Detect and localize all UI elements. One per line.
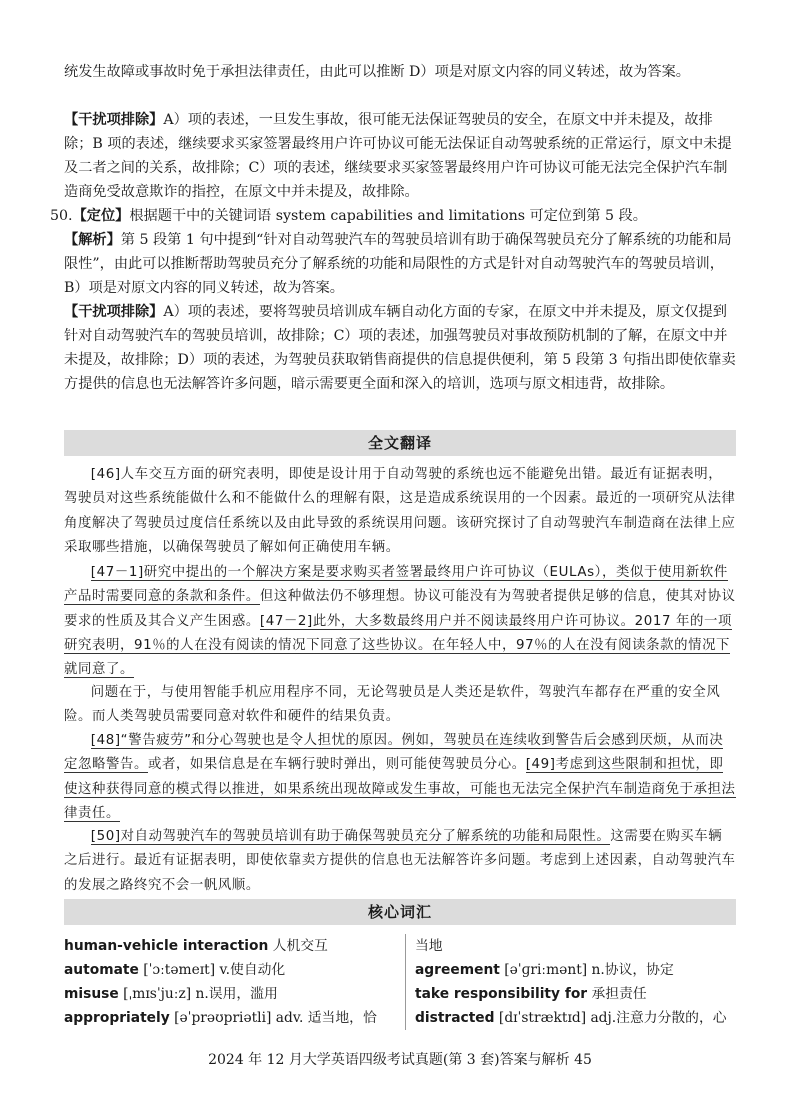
question-50-locate <box>50 204 736 228</box>
translation-paragraph-3 <box>64 681 736 730</box>
highlighted-sentence: [50]对自动驾驶汽车的驾驶员培训有助于确保驾驶员充分了解系统的功能和局限性。 <box>90 829 611 844</box>
translation-paragraph-5 <box>64 825 736 898</box>
distractor-text: A）项的表述，一旦发生事故，很可能无法保证驾驶员的安全，在原文中并未提及，故排除；B 项的表述，继续要求买家签署最终用户许可协议可能无法保证自动驾驶系统的正常运行，原文中未提及二者之间的关系，故排除；C）项的表述，继续要求买家签署最终用户许可协议可能无法完全保护汽车制造商免受故意欺诈的指控，在原文中并未提及，故排除。 <box>64 112 732 200</box>
vocab-entry: automate [ˈɔːtəmeɪt] v.使自动化 <box>64 962 286 978</box>
translation-text: 或者，如果信息是在车辆行驶时弹出，则可能使驾驶员分心。 <box>147 757 526 773</box>
highlighted-sentence: [47－1]研究中提出的一个解决方案是要求购买者签署最终用户许可协议（EULAs），类似于使用新软件产品时需要同意的条款和条件。 <box>64 565 728 605</box>
vocab-entry: appropriately [əˈprəʊpriətli] adv. 适当地，恰 <box>64 1010 377 1026</box>
highlighted-sentence: [47－2]此外，大多数最终用户并不阅读最终用户许可协议。2017 年的一项研究表明，91％的人在没有阅读的情况下同意了这些协议。在年轻人中，97％的人在没有阅读条款的情况下就同意了。 <box>64 613 732 678</box>
locate-tag: 【定位】 <box>72 208 130 224</box>
translation-paragraph-1 <box>64 463 736 560</box>
translation-heading: 全文翻译 <box>367 434 432 452</box>
translation-text: [46]人车交互方面的研究表明，即使是设计用于自动驾驶的系统也远不能避免出错。最近有证据表明，驾驶员对这些系统能做什么和不能做什么的理解有限，这是造成系统误用的一个因素。最近的一项研究从法律角度解决了驾驶员过度信任系统以及由此导致的系统误用问题。该研究探讨了自动驾驶汽车制造商在法律上应采取哪些措施，以确保驾驶员了解如何正确使用车辆。 <box>64 467 736 555</box>
vocab-entry: agreement [əˈɡriːmənt] n.协议，协定 <box>415 962 674 978</box>
vocab-right-column <box>415 934 740 1030</box>
translation-heading-bar <box>64 430 736 456</box>
explanation-text: 第 5 段第 1 句中提到“针对自动驾驶汽车的驾驶员培训有助于确保驾驶员充分了解系统的功能和局限性”，由此可以推断帮助驾驶员充分了解系统的功能和局限性的方式是针对自动驾驶汽车的驾驶员培训，B）项是对原文内容的同义转述，故为答案。 <box>64 232 732 296</box>
vocab-heading-bar <box>64 899 736 925</box>
translation-text: 但这种做法仍不够理想。协议可能没有为驾驶者提供足够的信息，使其对协议要求的性质及其合义产生困惑。 <box>64 589 736 629</box>
translation-paragraph-4 <box>64 729 736 826</box>
distractor-tag: 【干扰项排除】 <box>64 304 164 320</box>
translation-text: 这需要在购买车辆之后进行。最近有证据表明，即使依靠卖方提供的信息也无法解答许多问题。考虑到上述因素，自动驾驶汽车的发展之路终究不会一帆风顺。 <box>64 829 736 893</box>
highlighted-sentence: [49]考虑到这些限制和担忧，即使这种获得同意的模式得以推进，如果系统出现故障或发生事故，可能也无法完全保护汽车制造商免于承担法律责任。 <box>64 757 736 821</box>
question-50-explanation <box>64 228 736 300</box>
column-divider <box>405 934 406 1030</box>
locate-text: 根据题干中的关键词语 system capabilities and limitations 可定位到第 5 段。 <box>129 208 647 224</box>
page-footer: 2024 年 12 月大学英语四级考试真题(第 3 套)答案与解析 45 <box>208 1052 592 1068</box>
vocab-entry: misuse [ˌmɪsˈjuːz] n.误用，滥用 <box>64 986 278 1002</box>
analysis-text: 统发生故障或事故时免于承担法律责任，由此可以推断 D）项是对原文内容的同义转述，故为答案。 <box>64 64 690 80</box>
highlighted-sentence: [48]“警告疲劳”和分心驾驶也是令人担忧的原因。例如，驾驶员在连续收到警告后会感到厌烦，从而决定忽略警告。 <box>64 733 724 773</box>
question-50-distractor <box>64 300 736 396</box>
vocab-entry: distracted [dɪˈstræktɪd] adj.注意力分散的，心 <box>415 1010 727 1026</box>
vocab-entry: 当地 <box>415 938 443 954</box>
vocab-entry: human-vehicle interaction 人机交互 <box>64 938 328 954</box>
vocab-left-column <box>64 934 399 1030</box>
question-number: 50. <box>50 208 73 224</box>
vocab-heading: 核心词汇 <box>367 903 432 921</box>
distractor-tag: 【干扰项排除】 <box>64 112 164 128</box>
translation-paragraph-2 <box>64 561 736 682</box>
explanation-tag: 【解析】 <box>64 232 121 248</box>
translation-text: 问题在于，与使用智能手机应用程序不同，无论驾驶员是人类还是软件，驾驶汽车都存在严重的安全风险。而人类驾驶员需要同意对软件和硬件的结果负责。 <box>64 685 721 725</box>
analysis-paragraph <box>64 60 736 84</box>
distractor-text: A）项的表述，要将驾驶员培训成车辆自动化方面的专家，在原文中并未提及，原文仅提到针对自动驾驶汽车的驾驶员培训，故排除；C）项的表述，加强驾驶员对事故预防机制的了解，在原文中并未提及，故排除；D）项的表述，为驾驶员获取销售商提供的信息提供便利，第 5 段第 3 句指出即使依靠卖方提供的信息也无法解答许多问题，暗示需要更全面和深入的培训，选项与原文相违背，故排除。 <box>64 304 736 392</box>
distractor-paragraph <box>64 108 736 204</box>
vocab-entry: take responsibility for 承担责任 <box>415 986 647 1002</box>
